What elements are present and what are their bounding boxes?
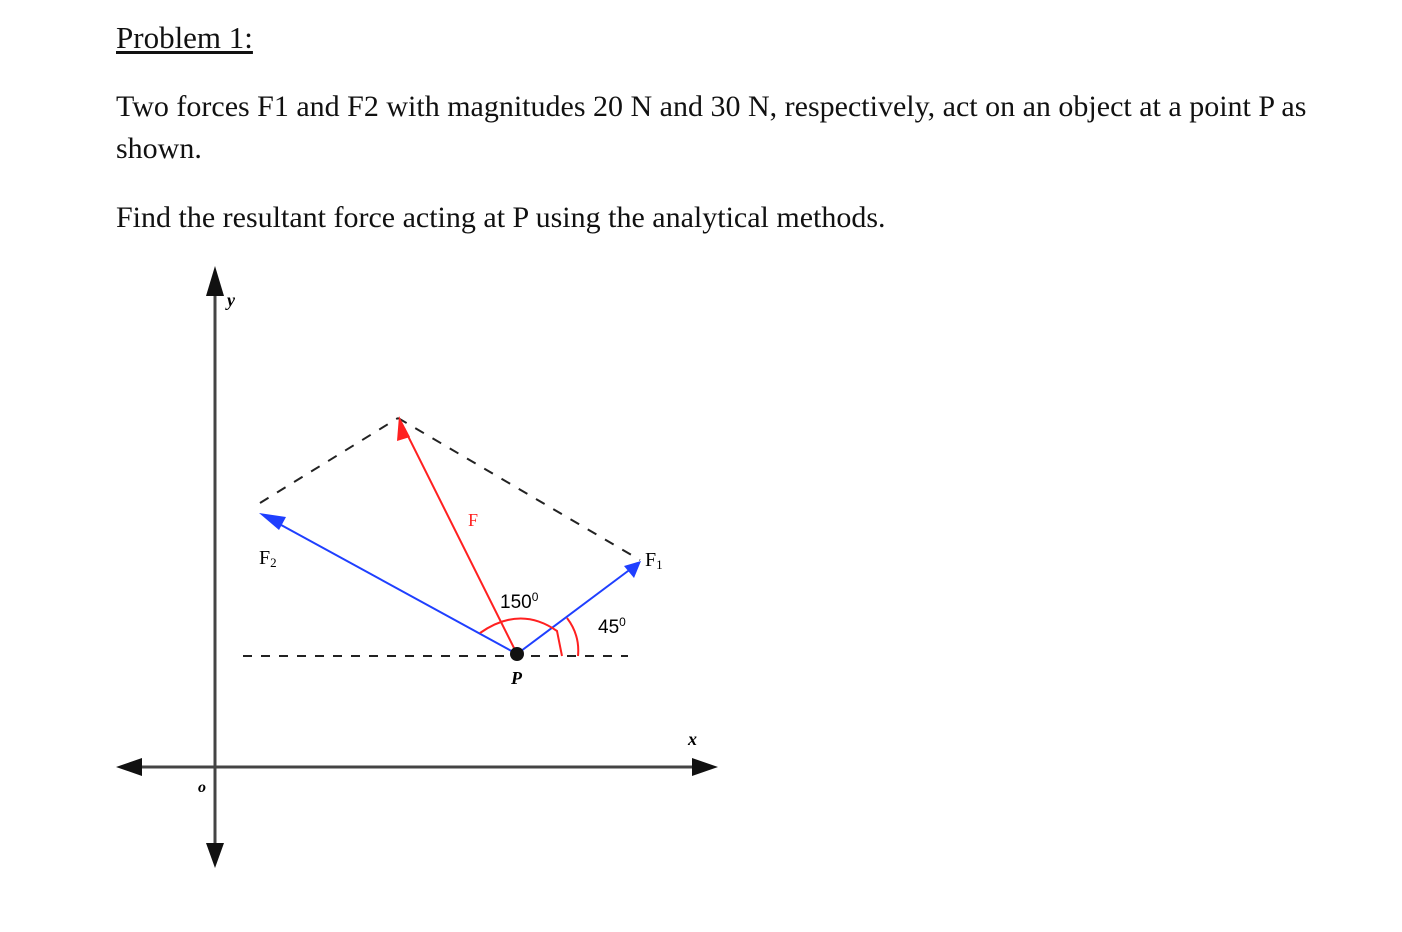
problem-statement: Two forces F1 and F2 with magnitudes 20 N and 30 N, respectively, act on an object at a point P as shown. xyxy=(116,90,1307,165)
resultant-force-vector xyxy=(404,428,517,654)
problem-title: Problem 1: xyxy=(116,20,253,55)
angle-label-150 xyxy=(500,590,539,613)
y-axis-label: y xyxy=(227,290,235,310)
x-axis-arrow-right xyxy=(692,758,718,776)
resultant-force-arrowhead xyxy=(397,416,410,441)
problem-question: Find the resultant force acting at P using the analytical methods. xyxy=(116,201,886,234)
angle-label-150-value: 150 xyxy=(500,592,532,613)
parallelogram-side-left xyxy=(260,418,398,503)
force-f2-label-sub: 2 xyxy=(270,555,277,570)
point-p xyxy=(510,647,524,661)
force-f1-arrowhead xyxy=(624,561,641,578)
force-f2-label xyxy=(259,547,277,570)
force-f2-vector xyxy=(272,520,517,654)
force-f1-label-sub: 1 xyxy=(656,557,663,572)
force-f-label: F xyxy=(468,510,479,530)
angle-label-45 xyxy=(598,615,626,638)
force-f2-arrowhead xyxy=(259,513,286,530)
force-f1-label xyxy=(645,549,663,572)
origin-label: o xyxy=(198,779,206,796)
point-p-label: P xyxy=(511,668,522,688)
force-f1-label-main: F xyxy=(645,549,657,571)
x-axis-arrow-left xyxy=(116,758,142,776)
y-axis-arrow-up xyxy=(206,266,224,296)
angle-label-45-unit: 0 xyxy=(619,615,626,629)
angle-arc-45 xyxy=(567,618,578,656)
force-f2-label-main: F xyxy=(259,547,271,569)
angle-label-150-unit: 0 xyxy=(531,590,539,604)
angle-label-45-value: 45 xyxy=(598,617,620,638)
force-f1-vector xyxy=(517,568,632,654)
y-axis-arrow-down xyxy=(206,843,224,868)
x-axis-label: x xyxy=(688,729,697,749)
